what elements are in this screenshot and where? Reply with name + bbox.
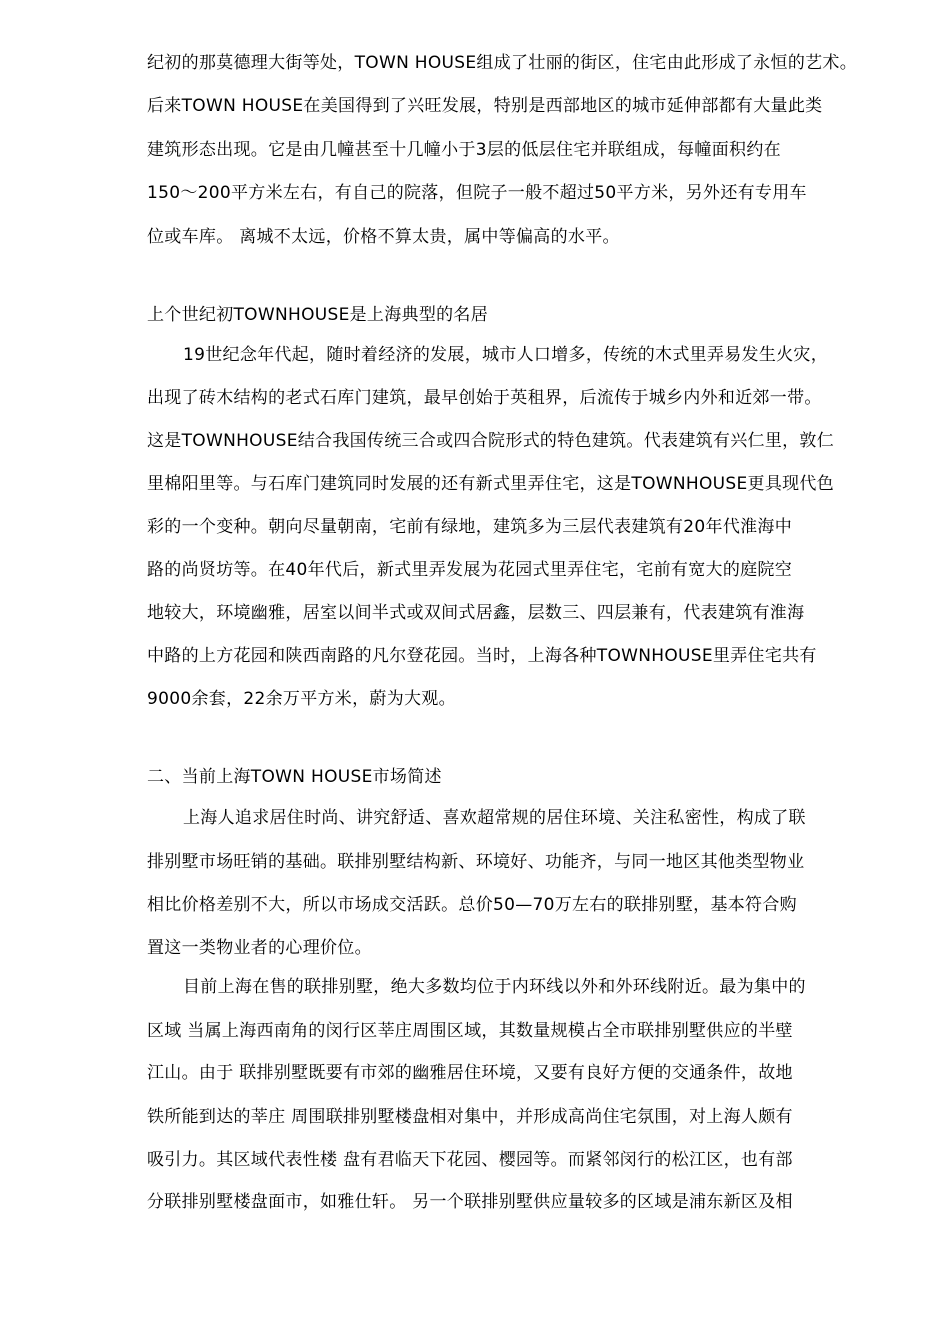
section-heading: 上个世纪初TOWNHOUSE是上海典型的名居 bbox=[147, 305, 489, 325]
text-line: 位或车库。 离城不太远，价格不算太贵，属中等偏高的水平。 bbox=[147, 227, 620, 247]
text-line: 纪初的那莫德理大街等处，TOWN HOUSE组成了壮丽的街区，住宅由此形成了永恒的艺术。 bbox=[147, 53, 858, 73]
text-line: 目前上海在售的联排别墅，绝大多数均位于内环线以外和外环线附近。最为集中的 bbox=[183, 977, 806, 997]
text-line: 150～200平方米左右，有自己的院落，但院子一般不超过50平方米，另外还有专用车 bbox=[147, 183, 807, 203]
text-line: 建筑形态出现。它是由几幢甚至十几幢小于3层的低层住宅并联组成，每幢面积约在 bbox=[147, 140, 781, 160]
text-line: 后来TOWN HOUSE在美国得到了兴旺发展，特别是西部地区的城市延伸部都有大量此类 bbox=[147, 96, 823, 116]
text-line: 铁所能到达的莘庄 周围联排别墅楼盘相对集中，并形成高尚住宅氛围，对上海人颇有 bbox=[147, 1107, 793, 1127]
text-line: 出现了砖木结构的老式石库门建筑，最早创始于英租界，后流传于城乡内外和近郊一带。 bbox=[147, 388, 822, 408]
text-line: 置这一类物业者的心理价位。 bbox=[147, 938, 372, 958]
text-line: 相比价格差别不大，所以市场成交活跃。总价50—70万左右的联排别墅，基本符合购 bbox=[147, 895, 797, 915]
text-line: 吸引力。其区域代表性楼 盘有君临天下花园、樱园等。而紧邻闵行的松江区，也有部 bbox=[147, 1150, 793, 1170]
text-line: 江山。由于 联排别墅既要有市郊的幽雅居住环境，又要有良好方便的交通条件，故地 bbox=[147, 1063, 793, 1083]
section-heading: 二、当前上海TOWN HOUSE市场简述 bbox=[147, 767, 442, 787]
text-line: 地较大，环境幽雅，居室以间半式或双间式居鑫，层数三、四层兼有，代表建筑有淮海 bbox=[147, 603, 805, 623]
text-line: 这是TOWNHOUSE结合我国传统三合或四合院形式的特色建筑。代表建筑有兴仁里，敦仁 bbox=[147, 431, 835, 451]
text-line: 区域 当属上海西南角的闵行区莘庄周围区域，其数量规模占全市联排别墅供应的半壁 bbox=[147, 1021, 793, 1041]
text-line: 9000余套，22余万平方米，蔚为大观。 bbox=[147, 689, 456, 709]
text-line: 19世纪念年代起，随时着经济的发展，城市人口增多，传统的木式里弄易发生火灾， bbox=[183, 345, 829, 365]
text-line: 中路的上方花园和陕西南路的凡尔登花园。当时，上海各种TOWNHOUSE里弄住宅共有 bbox=[147, 646, 817, 666]
text-line: 里棉阳里等。与石库门建筑同时发展的还有新式里弄住宅，这是TOWNHOUSE更具现代色 bbox=[147, 474, 835, 494]
text-line: 路的尚贤坊等。在40年代后，新式里弄发展为花园式里弄住宅，宅前有宽大的庭院空 bbox=[147, 560, 793, 580]
text-line: 排别墅市场旺销的基础。联排别墅结构新、环境好、功能齐，与同一地区其他类型物业 bbox=[147, 852, 805, 872]
text-line: 分联排别墅楼盘面市，如雅仕轩。 另一个联排别墅供应量较多的区域是浦东新区及相 bbox=[147, 1192, 793, 1212]
text-line: 彩的一个变种。朝向尽量朝南，宅前有绿地，建筑多为三层代表建筑有20年代淮海中 bbox=[147, 517, 793, 537]
text-line: 上海人追求居住时尚、讲究舒适、喜欢超常规的居住环境、关注私密性，构成了联 bbox=[183, 808, 806, 828]
